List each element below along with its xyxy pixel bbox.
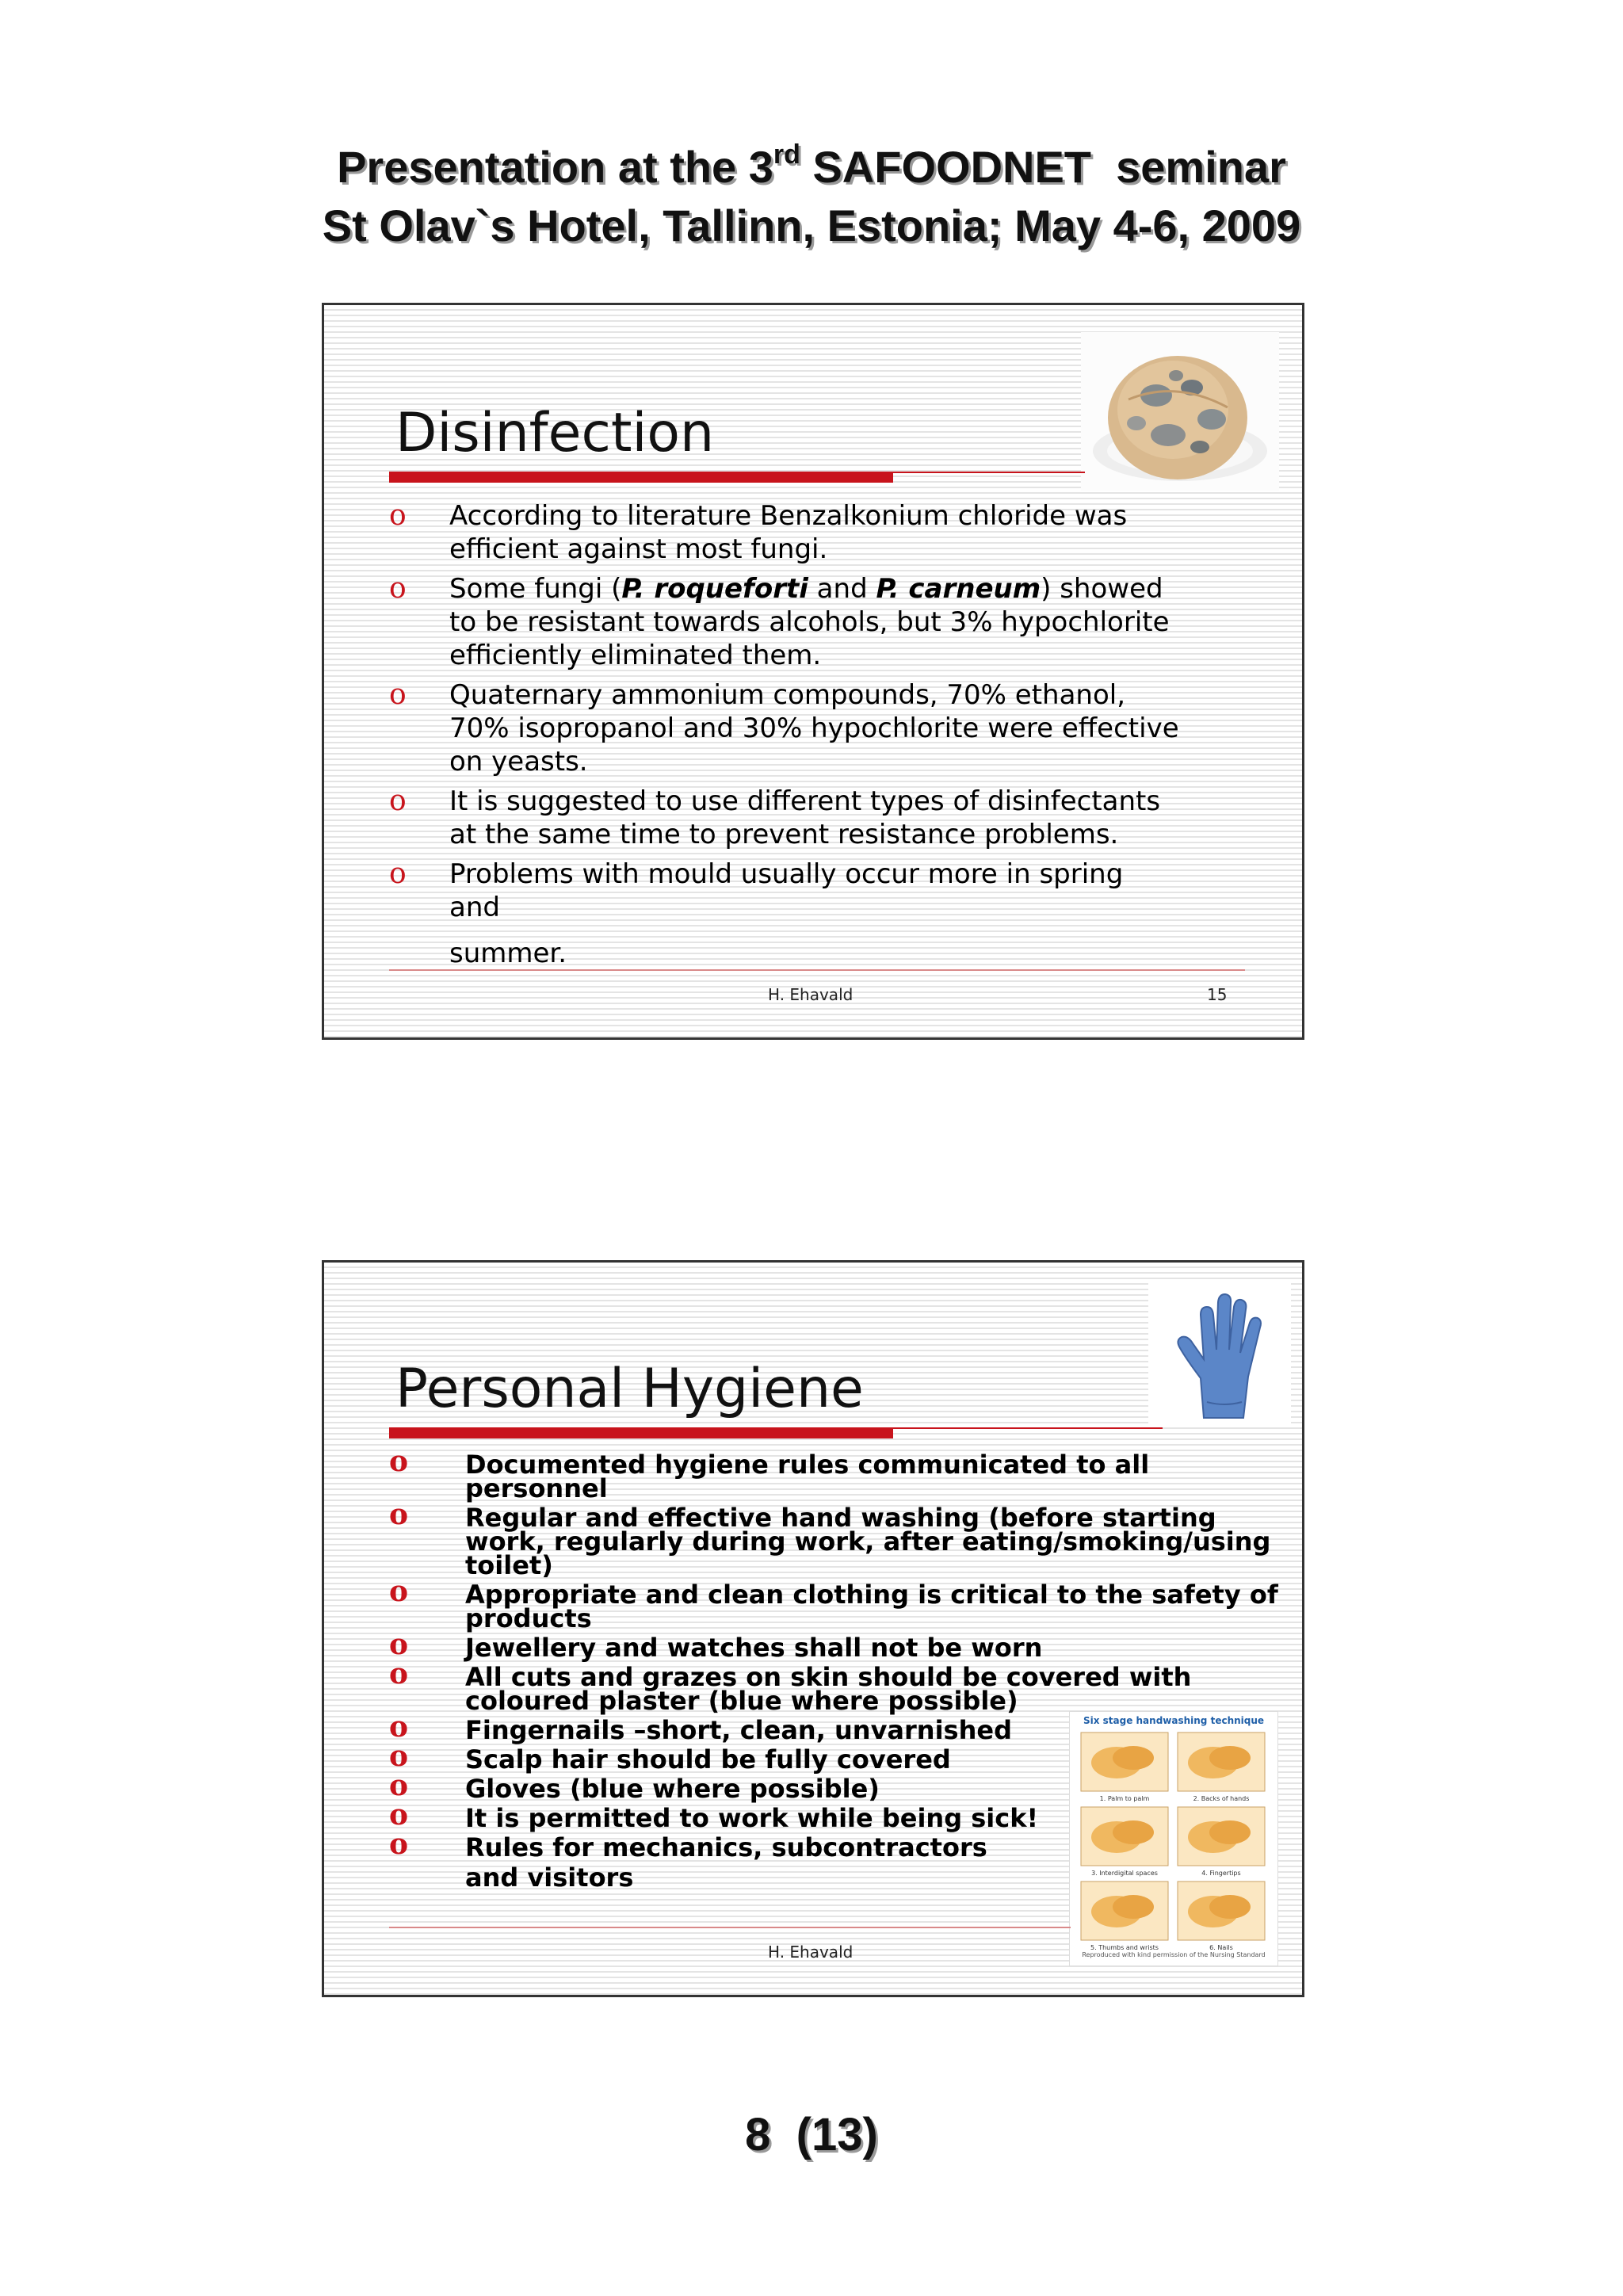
header-line-1	[0, 141, 1623, 193]
bullet-text: Documented hygiene rules communicated to all personnel	[465, 1450, 1150, 1503]
footer-divider	[389, 1927, 1071, 1928]
footer-page-number: 15	[1207, 985, 1228, 1004]
title-underline-line	[893, 472, 1085, 473]
handwashing-step	[1081, 1733, 1168, 1802]
handwashing-technique-figure	[1069, 1711, 1278, 1966]
handwashing-grid	[1070, 1729, 1277, 1961]
bullet-text: All cuts and grazes on skin should be covered with coloured plaster (blue where possible)	[465, 1662, 1192, 1716]
footer-divider	[389, 969, 1245, 971]
figure-footer: Reproduced with kind permission of the Nursing Standard	[1082, 1951, 1266, 1958]
bullet-text: Fingernails –short, clean, unvarnished	[465, 1715, 1012, 1745]
bullet-marker: o	[389, 785, 407, 817]
list-item	[389, 858, 1182, 970]
bullet-text-mid: and	[808, 573, 876, 605]
footer-author: H. Ehavald	[768, 985, 854, 1004]
species-name-2: P. carneum	[876, 573, 1041, 605]
list-item	[389, 1740, 1047, 1775]
blue-glove-image	[1148, 1283, 1291, 1426]
slide-title: Disinfection	[395, 402, 715, 464]
bullet-marker: o	[389, 858, 407, 890]
bullet-text-pre: Some fungi (	[449, 573, 622, 605]
handwashing-step-caption: 5. Thumbs and wrists	[1090, 1944, 1159, 1951]
header-line-1-pre: Presentation at the 3	[337, 142, 773, 192]
list-item	[389, 1769, 1047, 1804]
bullet-text: According to literature Benzalkonium chloride was efficient against most fungi.	[449, 500, 1128, 565]
handwashing-step	[1178, 1807, 1265, 1877]
header-line-1-post: SAFOODNET seminar	[800, 142, 1286, 192]
bullet-marker: o	[389, 1710, 409, 1744]
slide-personal-hygiene	[322, 1260, 1304, 1997]
bullet-marker: o	[389, 1445, 409, 1478]
figure-heading: Six stage handwashing technique	[1083, 1715, 1265, 1726]
bullet-text: Regular and effective hand washing (before starting work, regularly during work, after eating/smoking/using toilet)	[465, 1503, 1271, 1580]
title-underline-line	[893, 1427, 1163, 1429]
bullet-marker: o	[389, 1828, 409, 1861]
list-item	[389, 499, 1182, 566]
handwashing-step-caption: 1. Palm to palm	[1099, 1795, 1150, 1802]
list-item	[389, 1445, 1285, 1503]
list-item	[389, 1498, 1285, 1580]
title-underline-bar	[389, 1427, 893, 1438]
bullet-marker: o	[389, 678, 407, 711]
bullet-text-post: ) showed to be resistant towards alcohols, but 3% hypochlorite efficiently eliminated them.	[449, 573, 1170, 671]
slide-disinfection	[322, 303, 1304, 1040]
list-item	[389, 1575, 1285, 1633]
bullet-text: It is permitted to work while being sick!	[465, 1803, 1039, 1833]
list-item	[389, 572, 1182, 672]
list-item	[389, 678, 1182, 778]
bullet-text: Rules for mechanics, subcontractors	[465, 1832, 987, 1862]
mouldy-bread-image	[1081, 332, 1279, 491]
bullet-text: Scalp hair should be fully covered	[465, 1744, 951, 1775]
handwashing-step	[1081, 1881, 1168, 1951]
list-item	[389, 1710, 1047, 1745]
bullet-text: Jewellery and watches shall not be worn	[465, 1633, 1043, 1663]
bullet-marker: o	[389, 499, 407, 532]
handwashing-step-caption: 6. Nails	[1209, 1944, 1233, 1951]
bullet-marker: o	[389, 1798, 409, 1832]
bullet-text: Quaternary ammonium compounds, 70% ethanol, 70% isopropanol and 30% hypochlorite were effective on yeasts.	[449, 679, 1179, 777]
bullet-marker: o	[389, 1628, 409, 1661]
page-number: 8 (13)	[745, 2109, 878, 2160]
bullet-marker: o	[389, 1769, 409, 1802]
bullet-marker: o	[389, 572, 407, 605]
bullet-marker: o	[389, 1657, 409, 1690]
bullet-text: It is suggested to use different types of disinfectants at the same time to prevent resistance problems.	[449, 785, 1161, 850]
glove-icon	[1148, 1283, 1291, 1426]
slide-title: Personal Hygiene	[395, 1358, 864, 1420]
footer-author: H. Ehavald	[768, 1943, 854, 1962]
header-superscript: rd	[773, 139, 800, 170]
bullet-marker: o	[389, 1575, 409, 1608]
list-item	[389, 1657, 1285, 1716]
header-line-2: St Olav`s Hotel, Tallinn, Estonia; May 4-6, 2009	[322, 201, 1301, 250]
list-item	[389, 1628, 1285, 1663]
bullet-text-continued: and visitors	[465, 1862, 634, 1893]
handwashing-step-caption: 3. Interdigital spaces	[1091, 1870, 1158, 1877]
handwashing-step-caption: 2. Backs of hands	[1193, 1795, 1250, 1802]
handwashing-step	[1178, 1733, 1265, 1802]
bullet-text-continued: summer.	[449, 938, 567, 969]
handwashing-step-caption: 4. Fingertips	[1201, 1870, 1241, 1877]
title-underline-bar	[389, 472, 893, 483]
bullet-list	[389, 499, 1182, 976]
bullet-text: Problems with mould usually occur more in spring and	[449, 858, 1124, 923]
bullet-marker: o	[389, 1498, 409, 1531]
species-name-1: P. roqueforti	[621, 573, 808, 605]
mouldy-bread-icon	[1081, 332, 1279, 491]
bullet-text: Appropriate and clean clothing is critical to the safety of products	[465, 1580, 1278, 1633]
handwashing-step	[1081, 1807, 1168, 1877]
list-item	[389, 1828, 1047, 1893]
bullet-text: Gloves (blue where possible)	[465, 1774, 880, 1804]
list-item	[389, 785, 1182, 851]
bullet-marker: o	[389, 1740, 409, 1773]
handwashing-step	[1178, 1881, 1265, 1951]
list-item	[389, 1798, 1047, 1833]
